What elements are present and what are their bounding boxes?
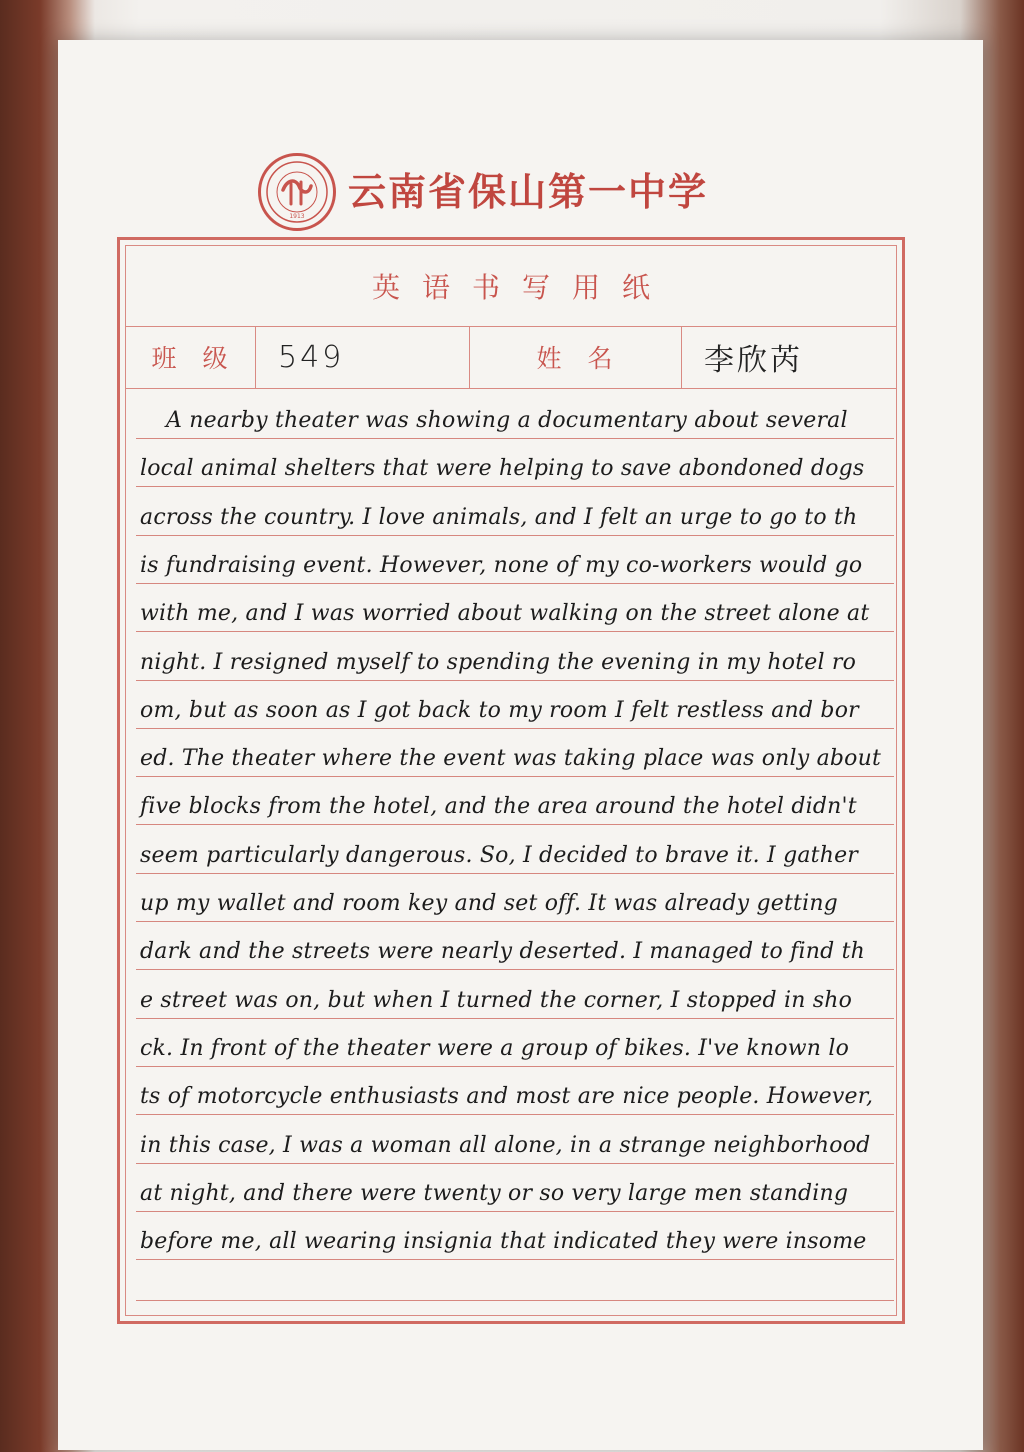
- ruled-line: [136, 1114, 894, 1115]
- ruled-line: [136, 631, 894, 632]
- ruled-line: [136, 873, 894, 874]
- essay-line: in this case, I was a woman all alone, in a strange neighborhood: [140, 1132, 871, 1158]
- essay-line: e street was on, but when I turned the corner, I stopped in sho: [140, 987, 853, 1013]
- essay-ruled-area: [126, 388, 896, 1315]
- essay-line: across the country. I love animals, and I felt an urge to go to th: [140, 504, 858, 530]
- seal-emblem-icon: [261, 156, 333, 228]
- ruled-line: [136, 535, 894, 536]
- ruled-line: [136, 1259, 894, 1260]
- essay-line: om, but as soon as I got back to my room I felt restless and bor: [140, 697, 859, 723]
- paper-title: 英语书写用纸: [371, 271, 672, 304]
- essay-line: ck. In front of the theater were a group of bikes. I've known lo: [140, 1035, 850, 1061]
- essay-line: with me, and I was worried about walking on the street alone at: [140, 601, 870, 627]
- ruled-line: [136, 486, 894, 487]
- school-name: 云南省保山第一中学: [348, 169, 709, 214]
- ruled-line: [136, 728, 894, 729]
- form-title-row: [126, 246, 896, 327]
- ruled-line: [136, 921, 894, 922]
- ruled-line: [136, 680, 894, 681]
- ruled-line: [136, 1163, 894, 1164]
- form-inner-border: [125, 245, 897, 1316]
- essay-line: ts of motorcycle enthusiasts and most are nice people. However,: [140, 1084, 874, 1110]
- school-header: [0, 145, 1024, 225]
- ruled-line: [136, 1211, 894, 1212]
- essay-line: dark and the streets were nearly deserted. I managed to find th: [140, 939, 865, 965]
- essay-line: seem particularly dangerous. So, I decided to brave it. I gather: [140, 842, 859, 868]
- essay-line: before me, all wearing insignia that indicated they were insome: [140, 1229, 867, 1255]
- essay-line: five blocks from the hotel, and the area around the hotel didn't: [140, 794, 857, 820]
- ruled-line: [136, 969, 894, 970]
- seal-year: 1913: [289, 213, 305, 220]
- student-info-row: [126, 326, 896, 389]
- essay-line: A nearby theater was showing a documentary about several: [166, 408, 848, 433]
- writing-form: [117, 237, 905, 1324]
- ruled-line: [136, 438, 894, 439]
- school-seal-logo: [258, 153, 336, 231]
- name-value: 李欣芮: [704, 343, 803, 378]
- ruled-line-bottom: [136, 1300, 894, 1301]
- class-label: 班级: [126, 326, 256, 388]
- essay-line: up my wallet and room key and set off. It was already getting: [140, 891, 838, 916]
- ruled-line: [136, 583, 894, 584]
- essay-line: night. I resigned myself to spending the evening in my hotel ro: [140, 649, 857, 675]
- ruled-line: [136, 1066, 894, 1067]
- essay-line: at night, and there were twenty or so very large men standing: [140, 1180, 849, 1206]
- ruled-line: [136, 1018, 894, 1019]
- essay-line: local animal shelters that were helping to save abondoned dogs: [140, 456, 865, 482]
- essay-line: ed. The theater where the event was taking place was only about: [140, 746, 882, 772]
- name-field: [682, 326, 896, 388]
- essay-line: is fundraising event. However, none of my co-workers would go: [140, 552, 863, 578]
- class-field: [256, 326, 470, 388]
- name-label: 姓名: [470, 326, 682, 388]
- class-value: 549: [278, 339, 345, 375]
- ruled-line: [136, 776, 894, 777]
- ruled-line: [136, 824, 894, 825]
